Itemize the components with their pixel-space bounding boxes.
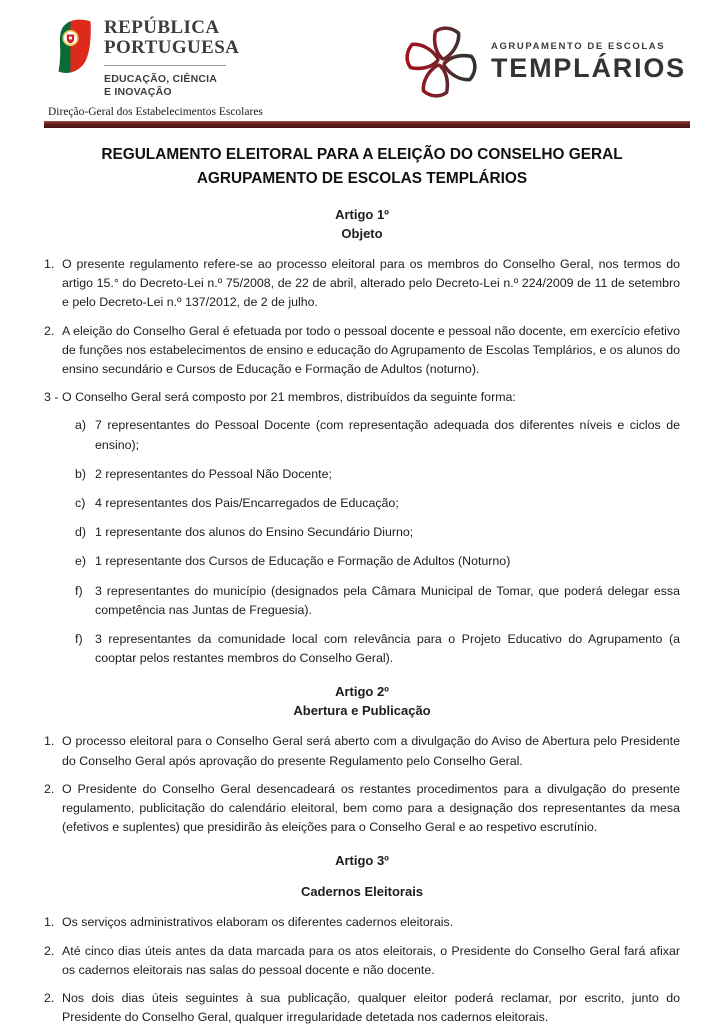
item-text: Nos dois dias úteis seguintes à sua publicação, qualquer eleitor poderá reclamar, por escrito, junto do Presidente do Conselho Geral, qualquer irregularidade detetada nos cadernos eleitorais. <box>62 991 680 1024</box>
subitem-letter: f) <box>75 583 83 598</box>
gov-dept-line2: E INOVAÇÃO <box>104 86 172 98</box>
subitem-letter: a) <box>75 418 87 433</box>
item-text: Os serviços administrativos elaboram os diferentes cadernos eleitorais. <box>62 915 454 930</box>
subitem-text: 3 representantes da comunidade local com relevância para o Projeto Educativo do Agrupamento (a cooptar pelos restantes membros do Conselho Geral). <box>95 632 680 666</box>
document-title-line1: REGULAMENTO ELEITORAL PARA A ELEIÇÃO DO CONSELHO GERAL <box>101 146 623 163</box>
articles-container <box>44 205 680 1024</box>
lettered-subitem <box>75 494 680 513</box>
article-subheading: Objeto <box>341 226 383 241</box>
gov-logo-row <box>56 18 263 99</box>
document-body <box>44 143 680 1024</box>
item-number: 2. <box>44 781 55 796</box>
subitem-text: 7 representantes do Pessoal Docente (com representação adequada dos diferentes níveis e ciclos de ensino); <box>95 418 680 452</box>
gov-subtitle: Direção-Geral dos Estabelecimentos Escolares <box>48 106 263 118</box>
item-text: A eleição do Conselho Geral é efetuada por todo o pessoal docente e pessoal não docente, em exercício efetivo de funções nos estabelecimentos de ensino e educação do Agrupamento de Escolas Templários, e os alunos do ensino secundário e Cursos de Educação e Formação de Adultos (noturno). <box>62 323 680 377</box>
gov-name-line2: PORTUGUESA <box>104 37 240 58</box>
numbered-item <box>44 255 680 313</box>
item-text: Até cinco dias úteis antes da data marcada para os atos eleitorais, o Presidente do Conselho Geral fará afixar os cadernos eleitorais nas salas do pessoal docente e não docente. <box>62 943 680 977</box>
numbered-item <box>44 322 680 380</box>
numbered-item <box>44 780 680 838</box>
item-number: 2. <box>44 991 55 1006</box>
subitem-text: 2 representantes do Pessoal Não Docente; <box>95 466 332 481</box>
numbered-item <box>44 989 680 1024</box>
gov-name-line1: REPÚBLICA <box>104 17 220 38</box>
article-subheading: Abertura e Publicação <box>293 703 431 719</box>
lettered-subitem <box>75 552 680 571</box>
gov-divider <box>104 65 226 66</box>
gov-identity-block <box>48 18 263 118</box>
subitem-letter: d) <box>75 525 87 540</box>
lettered-subitem <box>75 523 680 542</box>
subitem-letter: b) <box>75 466 87 481</box>
lettered-subitem <box>75 416 680 454</box>
lettered-subitem <box>75 582 680 620</box>
article-heading: Artigo 3º <box>335 853 389 869</box>
subitem-text: 1 representante dos Cursos de Educação e Formação de Adultos (Noturno) <box>95 554 511 569</box>
article-heading: Artigo 2º <box>335 684 389 700</box>
portugal-flag-icon <box>56 18 93 75</box>
article-subheading: Cadernos Eleitorais <box>300 884 424 900</box>
document-title <box>44 143 680 191</box>
subitem-text: 4 representantes dos Pais/Encarregados de Educação; <box>95 496 399 511</box>
header <box>0 0 724 118</box>
item-number: 1. <box>44 257 55 271</box>
item-number: 2. <box>44 323 55 338</box>
article-2 <box>44 682 680 837</box>
subitem-letter: f) <box>75 632 83 647</box>
gov-name <box>104 18 239 58</box>
numbered-item <box>44 913 680 932</box>
subitem-text: 1 representante dos alunos do Ensino Secundário Diurno; <box>95 525 414 540</box>
item-text: O Presidente do Conselho Geral desencadeará os restantes procedimentos para a divulgação do presente regulamento, publicitação do calendário eleitoral, bem como para a designação dos representantes da mesa (efetivos e suplentes) que presidirão às eleições para o Conselho Geral e ao respetivo escrutínio. <box>62 781 680 835</box>
numbered-item <box>44 388 680 407</box>
item-text: O processo eleitoral para o Conselho Geral será aberto com a divulgação do Aviso de Abertura pelo Presidente do Conselho Geral após aprovação do presente Regulamento pelo Conselho Geral. <box>62 734 680 768</box>
templarios-cross-icon <box>401 22 481 102</box>
item-text: O presente regulamento refere-se ao processo eleitoral para os membros do Conselho Geral, nos termos do artigo 15.° do Decreto-Lei n.º 75/2008, de 22 de abril, alterado pelo Decreto-Lei n.º 224/2009 de 11 de setembro e pelo Decreto-Lei n.º 137/2012, de 2 de julho. <box>62 257 680 310</box>
gov-department <box>104 73 239 99</box>
document-title-line2: AGRUPAMENTO DE ESCOLAS TEMPLÁRIOS <box>196 170 528 187</box>
subitem-letter: e) <box>75 554 87 569</box>
article-heading: Artigo 1º <box>335 207 389 222</box>
subitem-text: 3 representantes do município (designados pela Câmara Municipal de Tomar, que poderá delegar essa competência nas Juntas de Freguesia). <box>95 583 680 617</box>
lettered-subitem <box>75 465 680 484</box>
subitem-letter: c) <box>75 496 86 511</box>
gov-dept-line1: EDUCAÇÃO, CIÊNCIA <box>104 73 218 85</box>
numbered-item <box>44 942 680 980</box>
item-number: 1. <box>44 734 55 749</box>
numbered-item <box>44 732 680 770</box>
header-divider-rule <box>44 121 690 128</box>
gov-text-block <box>104 18 239 99</box>
item-number: 2. <box>44 943 55 958</box>
item-number: 3 - <box>44 390 59 405</box>
article-1 <box>44 205 680 668</box>
lettered-subitem <box>75 630 680 668</box>
school-name-small: AGRUPAMENTO DE ESCOLAS <box>490 40 666 52</box>
article-3 <box>44 851 680 1024</box>
school-text-block <box>491 41 686 84</box>
school-identity-block <box>401 22 686 102</box>
school-name-big: TEMPLÁRIOS <box>490 52 686 83</box>
item-number: 1. <box>44 915 55 930</box>
item-text: O Conselho Geral será composto por 21 membros, distribuídos da seguinte forma: <box>62 390 516 405</box>
